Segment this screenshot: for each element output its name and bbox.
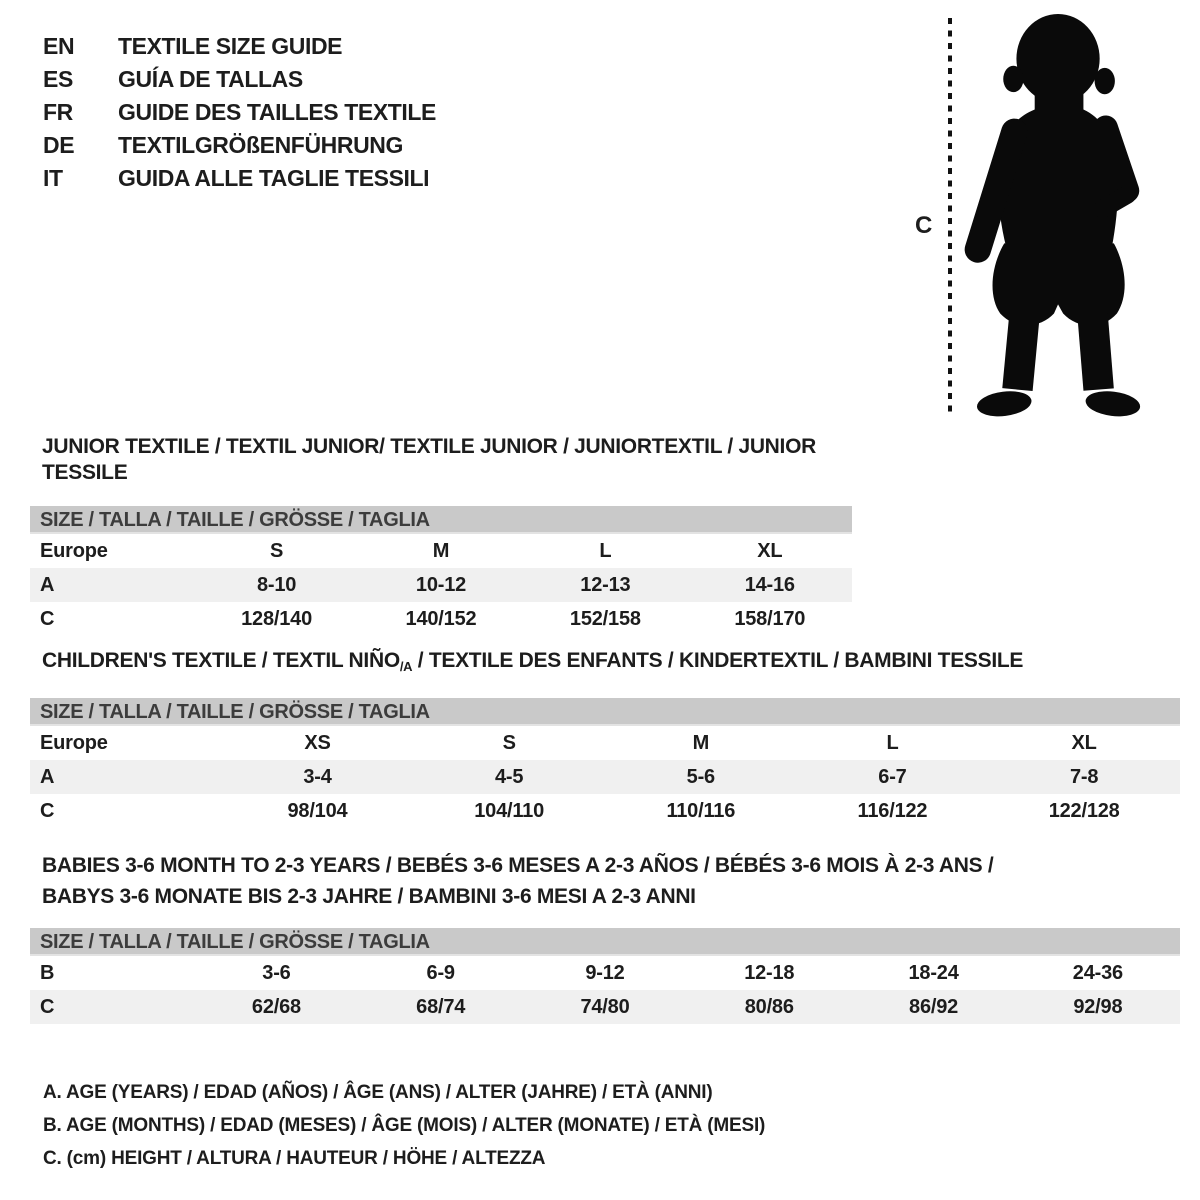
size-header-bar: SIZE / TALLA / TAILLE / GRÖSSE / TAGLIA [30,928,1180,956]
babies-section [30,850,1180,1024]
size-cell: 158/170 [734,607,806,630]
row-label: C [40,607,55,630]
babies-section-title-line2: BABYS 3-6 MONATE BIS 2-3 JAHRE / BAMBINI 3-6 MESI A 2-3 ANNI [42,885,696,908]
measure-legend [43,1076,765,1175]
size-cell: 12-18 [744,961,795,984]
language-row [43,96,436,129]
row-label: Europe [40,539,108,562]
size-cell: S [502,731,516,754]
size-cell: 104/110 [474,799,545,822]
legend-line-b: B. AGE (MONTHS) / EDAD (MESES) / ÂGE (MOIS) / ALTER (MONATE) / ETÀ (MESI) [43,1115,766,1136]
table-row [30,990,1180,1024]
size-cell: 128/140 [241,607,313,630]
size-cell: 3-6 [262,961,291,984]
row-label: Europe [40,731,108,754]
children-section-title [42,648,1180,680]
table-row [30,760,1180,794]
size-cell: S [270,539,284,562]
size-cell: 4-5 [494,765,524,788]
language-code: EN [43,33,75,59]
language-label: TEXTILE SIZE GUIDE [118,33,343,59]
language-code: DE [43,132,75,158]
row-label: A [40,765,55,788]
size-cell: M [692,731,710,754]
size-cell: 74/80 [580,995,630,1018]
table-row [30,602,852,636]
language-row [43,162,436,195]
children-size-table [30,726,1180,828]
babies-size-table [30,956,1180,1024]
size-cell: 62/68 [251,995,301,1018]
size-cell: 122/128 [1048,799,1120,822]
legend-line-c: C. (cm) HEIGHT / ALTURA / HAUTEUR / HÖHE / ALTEZZA [43,1148,546,1169]
size-cell: M [432,539,450,562]
size-cell: 86/92 [909,995,959,1018]
size-cell: 68/74 [416,995,466,1018]
size-cell: 6-7 [878,765,907,788]
row-label: A [40,573,55,596]
height-figure [895,0,1165,432]
size-cell: 110/116 [666,799,736,822]
language-row [43,63,436,96]
row-label: C [40,799,55,822]
babies-section-title-line1: BABIES 3-6 MONTH TO 2-3 YEARS / BEBÉS 3-6 MESES A 2-3 AÑOS / BÉBÉS 3-6 MOIS À 2-3 ANS / [42,854,994,877]
row-label: B [40,961,55,984]
junior-section-title: JUNIOR TEXTILE / TEXTIL JUNIOR/ TEXTILE JUNIOR / JUNIORTEXTIL / JUNIOR TESSILE [42,435,816,484]
junior-section [30,434,852,636]
size-cell: 140/152 [405,607,477,630]
size-cell: 80/86 [744,995,794,1018]
size-header-bar: SIZE / TALLA / TAILLE / GRÖSSE / TAGLIA [30,698,1180,726]
children-section [30,648,1180,828]
size-cell: L [599,539,612,562]
language-label: GUÍA DE TALLAS [118,66,303,92]
size-cell: 152/158 [569,607,641,630]
size-cell: 9-12 [585,961,625,984]
table-row [30,726,1180,760]
size-cell: 18-24 [908,961,959,984]
title-text: CHILDREN'S TEXTILE / TEXTIL NIÑO [42,649,400,672]
language-label: GUIDA ALLE TAGLIE TESSILI [118,165,430,191]
size-cell: XL [757,539,783,562]
language-list [43,30,436,195]
size-cell: XL [1071,731,1097,754]
size-cell: 3-4 [303,765,332,788]
junior-size-table [30,534,852,636]
language-label: GUIDE DES TAILLES TEXTILE [118,99,436,125]
size-cell: 116/122 [857,799,928,822]
table-row [30,568,852,602]
size-cell: 92/98 [1073,995,1123,1018]
size-cell: XS [304,731,331,754]
size-cell: 10-12 [415,573,467,596]
table-row [30,534,852,568]
title-subscript: /A [399,659,413,674]
size-cell: L [886,731,899,754]
size-cell: 5-6 [686,765,715,788]
size-header-bar: SIZE / TALLA / TAILLE / GRÖSSE / TAGLIA [30,506,852,534]
language-code: FR [43,99,73,125]
toddler-silhouette-icon [963,12,1147,418]
row-label: C [40,995,55,1018]
language-code: ES [43,66,73,92]
language-code: IT [43,165,63,191]
height-measure-line [948,18,952,415]
size-cell: 8-10 [256,573,297,596]
size-cell: 7-8 [1069,765,1099,788]
language-label: TEXTILGRÖßENFÜHRUNG [118,132,403,158]
legend-line-a: A. AGE (YEARS) / EDAD (AÑOS) / ÂGE (ANS) / ALTER (JAHRE) / ETÀ (ANNI) [43,1082,713,1103]
title-text: / TEXTILE DES ENFANTS / KINDERTEXTIL / BAMBINI TESSILE [412,649,1024,672]
language-row [43,129,436,162]
height-measure-label: C [915,212,933,239]
table-row [30,794,1180,828]
size-cell: 12-13 [580,573,631,596]
table-row [30,956,1180,990]
size-cell: 14-16 [744,573,795,596]
size-cell: 98/104 [287,799,348,822]
size-cell: 6-9 [426,961,455,984]
size-cell: 24-36 [1072,961,1123,984]
language-row [43,30,436,63]
